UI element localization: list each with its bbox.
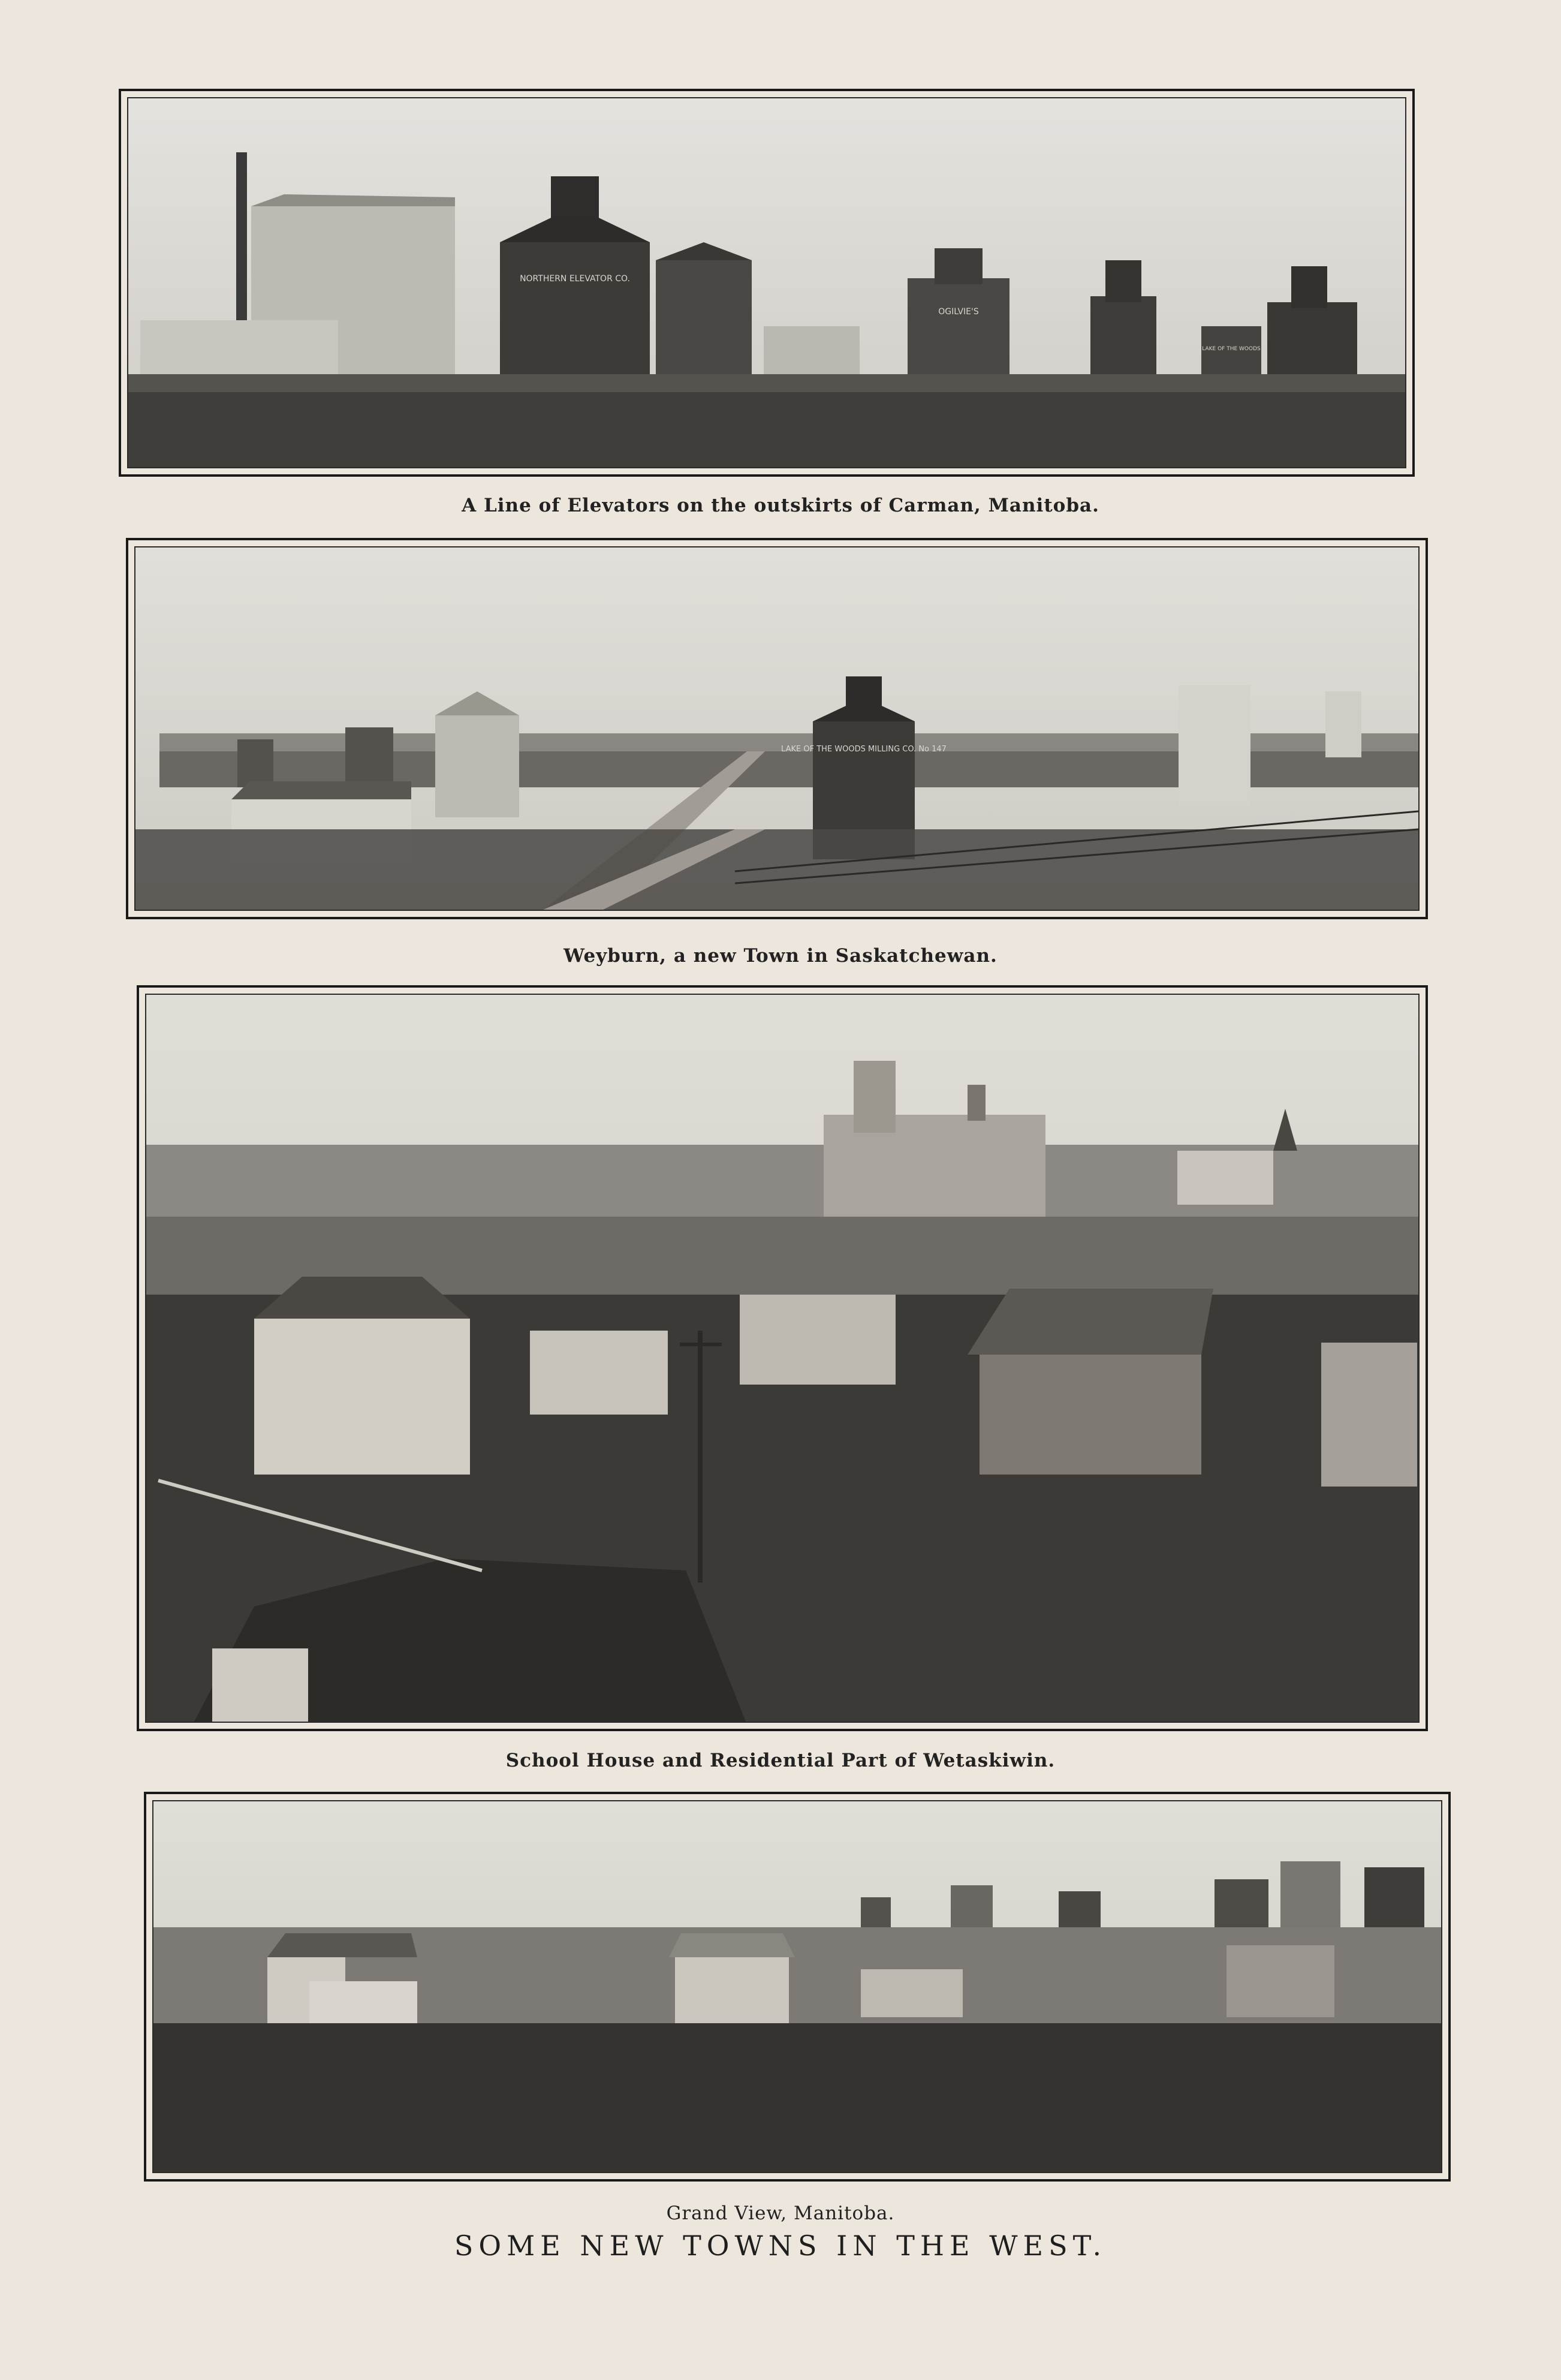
photo-carman-elevators bbox=[119, 89, 1415, 477]
caption-carman: A Line of Elevators on the outskirts of Carman, Manitoba. bbox=[462, 495, 1099, 516]
caption-grand-view: Grand View, Manitoba. bbox=[666, 2203, 895, 2224]
carman-sign-lake-of-the-woods: LAKE OF THE WOODS bbox=[1202, 346, 1261, 352]
carman-elevators-image bbox=[128, 98, 1405, 467]
photo-wetaskiwin bbox=[137, 985, 1428, 1731]
carman-sign-northern: NORTHERN ELEVATOR CO. bbox=[520, 274, 630, 284]
weyburn-sign-lake-of-the-woods: LAKE OF THE WOODS MILLING CO. No 147 bbox=[781, 745, 947, 754]
page-title: SOME NEW TOWNS IN THE WEST. bbox=[454, 2229, 1107, 2262]
caption-weyburn: Weyburn, a new Town in Saskatchewan. bbox=[563, 945, 998, 967]
grand-view-image bbox=[153, 1801, 1441, 2172]
weyburn-image bbox=[135, 547, 1418, 910]
caption-wetaskiwin: School House and Residential Part of Wetaskiwin. bbox=[505, 1750, 1056, 1771]
photo-weyburn bbox=[126, 538, 1428, 919]
wetaskiwin-image bbox=[146, 995, 1418, 1722]
photo-grand-view bbox=[144, 1792, 1451, 2182]
carman-sign-ogilvie: OGILVIE'S bbox=[938, 307, 979, 317]
